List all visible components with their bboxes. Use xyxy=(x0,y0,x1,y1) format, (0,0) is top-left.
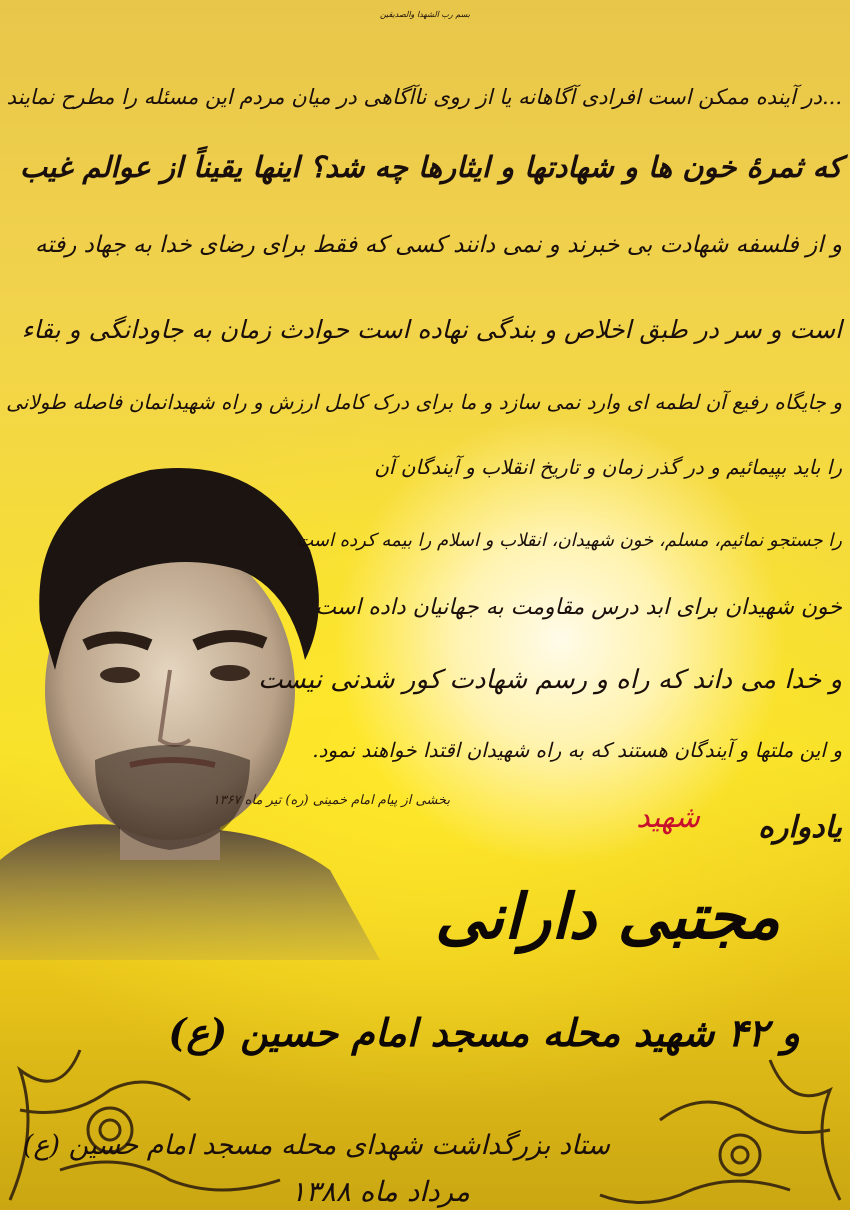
message-line-2: که ثمرهٔ خون ها و شهادتها و ایثارها چه شد؟ اینها یقیناً از عوالم غیب xyxy=(19,150,842,184)
message-line-10: و این ملتها و آیندگان هستند که به راه شهیدان اقتدا خواهند نمود. xyxy=(312,738,842,762)
martyr-name: مجتبی دارانی xyxy=(435,880,780,953)
message-line-1: ...در آینده ممکن است افرادی آگاهانه یا از روی ناآگاهی در میان مردم این مسئله را مطرح نمایند xyxy=(6,85,842,109)
message-line-9: و خدا می داند که راه و رسم شهادت کور شدنی نیست xyxy=(258,665,842,695)
message-line-8: خون شهیدان برای ابد درس مقاومت به جهانیان داده است xyxy=(315,595,842,620)
basmala-heading: بسم رب الشهدا والصدیقین xyxy=(379,10,471,19)
memorial-prefix: یادواره xyxy=(758,810,842,845)
quote-source: بخشی از پیام امام خمینی (ره) تیر ماه ۱۳۶۷ xyxy=(212,793,450,808)
message-line-7: را جستجو نمائیم، مسلم، خون شهیدان، انقلاب و اسلام را بیمه کرده است xyxy=(296,530,842,551)
message-line-3: و از فلسفه شهادت بی خبرند و نمی دانند کسی که فقط برای رضای خدا به جهاد رفته xyxy=(34,232,842,258)
floral-ornament-right xyxy=(590,1030,850,1210)
mosque-martyrs-line: و ۴۲ شهید محله مسجد امام حسین (ع) xyxy=(168,1010,800,1055)
footer-organizer: ستاد بزرگداشت شهدای محله مسجد امام حسین (ع) xyxy=(22,1130,610,1161)
portrait-photo xyxy=(0,440,380,960)
message-line-6: را باید بپیمائیم و در گذر زمان و تاریخ انقلاب و آیندگان آن xyxy=(374,455,842,479)
footer-date: مرداد ماه ۱۳۸۸ xyxy=(290,1175,470,1208)
message-line-4: است و سر در طبق اخلاص و بندگی نهاده است حوادث زمان به جاودانگی و بقاء xyxy=(21,315,842,344)
martyr-word: شهید xyxy=(636,800,700,835)
message-line-5: و جایگاه رفیع آن لطمه ای وارد نمی سازد و ما برای درک کامل ارزش و راه شهیدانمان فاصله طولانی xyxy=(6,390,842,414)
